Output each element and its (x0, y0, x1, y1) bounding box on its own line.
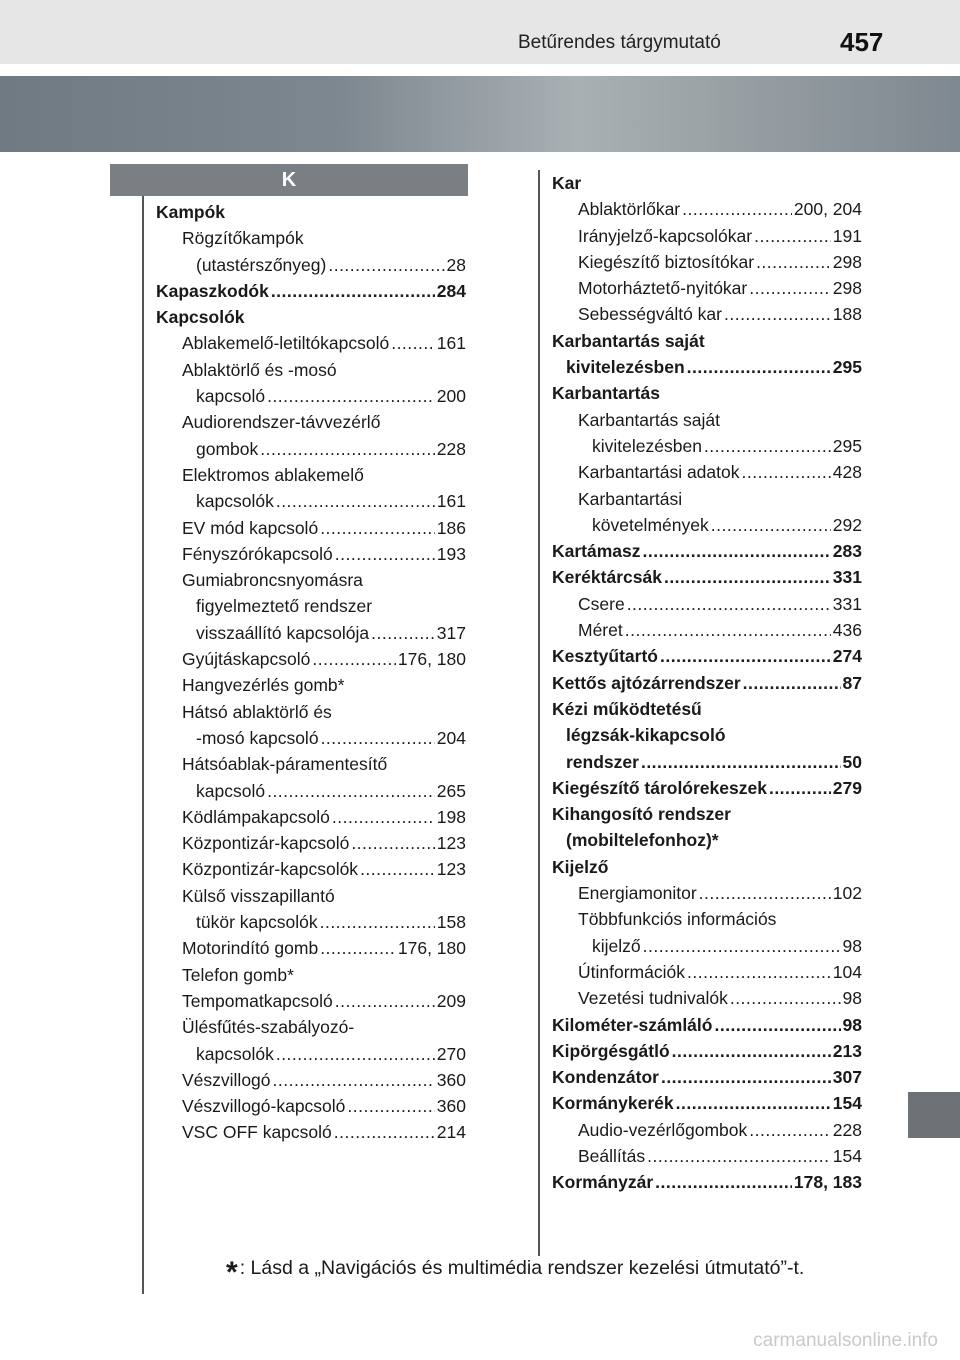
index-entry (552, 827, 862, 853)
page-reference: 228 (436, 438, 466, 459)
dot-leader (655, 1169, 792, 1195)
dot-leader (754, 223, 831, 249)
index-entry (156, 935, 466, 961)
column-divider-middle (538, 170, 540, 1256)
dot-leader (749, 1117, 831, 1143)
index-term: Elektromos ablakemelő (182, 464, 364, 485)
index-term: Ködlámpakapcsoló (182, 806, 330, 827)
index-entry (552, 906, 862, 932)
index-entry (156, 541, 466, 567)
index-term: követelmények (592, 514, 709, 535)
dot-leader (769, 775, 831, 801)
page-reference: 188 (832, 304, 862, 325)
dot-leader (321, 725, 435, 751)
index-term: Ablaktörlő és -mosó (182, 359, 337, 380)
page-reference: 360 (436, 1069, 466, 1090)
index-term: Méret (578, 620, 623, 641)
column-divider-left (142, 196, 144, 1294)
index-entry (156, 856, 466, 882)
dot-leader (704, 433, 831, 459)
page-reference: 50 (842, 751, 862, 772)
index-term: Kapaszkodók (156, 280, 269, 301)
index-term: Motorindító gomb (182, 938, 319, 959)
dot-leader (391, 330, 435, 356)
index-term: Karbantartási (578, 488, 683, 509)
index-entry (552, 249, 862, 275)
dot-leader (273, 1067, 435, 1093)
index-entry (156, 909, 466, 935)
index-term: Többfunkciós információs (578, 909, 777, 930)
index-term: Ülésfűtés-szabályozó- (182, 1017, 355, 1038)
index-term: Motorháztető-nyitókar (578, 278, 748, 299)
index-term: Kormányzár (552, 1172, 654, 1193)
index-term: gombok (196, 438, 259, 459)
footnote-text: : Lásd a „Navigációs és multimédia rendszer kezelési útmutató”-t. (239, 1257, 805, 1279)
page-reference: 298 (832, 251, 862, 272)
page-reference: 98 (842, 1014, 862, 1035)
page-reference: 436 (832, 620, 862, 641)
index-entry (552, 512, 862, 538)
index-term: Tempomatkapcsoló (182, 990, 333, 1011)
header-banner (0, 76, 960, 152)
index-term: VSC OFF kapcsoló (182, 1122, 332, 1143)
index-entry (552, 696, 862, 722)
index-term: (mobiltelefonhoz)* (566, 830, 719, 851)
page-reference: 279 (832, 777, 862, 798)
index-term: Kiegészítő biztosítókar (578, 251, 755, 272)
page-reference: 200, 204 (793, 199, 862, 220)
index-term: Kar (552, 173, 582, 193)
index-term: Telefon gomb* (182, 964, 294, 985)
index-entry (552, 380, 862, 406)
index-term: Kilométer-számláló (552, 1014, 713, 1035)
index-column-right (552, 170, 862, 1196)
index-term: Központizár-kapcsoló (182, 833, 350, 854)
dot-leader (335, 541, 435, 567)
dot-leader (371, 620, 435, 646)
index-term: Karbantartási adatok (578, 462, 740, 483)
index-term: Vészvillogó (182, 1069, 271, 1090)
dot-leader (672, 1038, 831, 1064)
index-term: tükör kapcsolók (196, 912, 318, 933)
page-reference: 102 (832, 883, 862, 904)
dot-leader (711, 512, 831, 538)
dot-leader (276, 1041, 435, 1067)
index-term: Audio-vezérlőgombok (578, 1119, 748, 1140)
page-reference: 154 (832, 1093, 862, 1114)
index-entry (156, 646, 466, 672)
index-term: Vezetési tudnivalók (578, 988, 728, 1009)
page-reference: 265 (436, 780, 466, 801)
index-entry (552, 354, 862, 380)
index-term: Kormánykerék (552, 1093, 674, 1114)
index-entry (156, 488, 466, 514)
header-strip (0, 0, 960, 64)
watermark: carmanualsonline.info (753, 1330, 938, 1351)
dot-leader (682, 196, 792, 222)
index-entry (156, 593, 466, 619)
index-term: Kesztyűtartó (552, 646, 658, 667)
page-reference: 298 (832, 278, 862, 299)
dot-leader (320, 515, 435, 541)
page-reference: 161 (436, 333, 466, 354)
index-entry (552, 749, 862, 775)
page-reference: 284 (436, 280, 466, 301)
index-entry (156, 409, 466, 435)
page-reference: 154 (832, 1145, 862, 1166)
index-entry (552, 301, 862, 327)
index-entry (552, 617, 862, 643)
index-term: EV mód kapcsoló (182, 517, 319, 538)
page-reference: 176, 180 (397, 649, 466, 670)
dot-leader (730, 985, 841, 1011)
chapter-side-tab (908, 1092, 960, 1138)
index-term: Kihangosító rendszer (552, 804, 731, 825)
index-term: visszaállító kapcsolója (196, 622, 370, 643)
index-term: Audiorendszer-távvezérlő (182, 412, 381, 433)
index-term: rendszer (566, 751, 639, 772)
dot-leader (267, 383, 435, 409)
dot-leader (699, 880, 831, 906)
footnote (226, 1256, 804, 1290)
index-term: Vészvillogó-kapcsoló (182, 1096, 346, 1117)
index-term: Útinformációk (578, 961, 685, 982)
index-entry (156, 725, 466, 751)
index-entry (156, 620, 466, 646)
index-entry (552, 775, 862, 801)
index-entry (156, 436, 466, 462)
page-reference: 295 (832, 435, 862, 456)
index-entry (552, 196, 862, 222)
index-entry (156, 751, 466, 777)
index-entry (552, 801, 862, 827)
index-term: Hátsó ablaktörlő és (182, 701, 332, 722)
index-term: Kampók (156, 202, 226, 222)
section-letter: K (110, 164, 468, 196)
page-reference: 198 (436, 806, 466, 827)
index-entry (552, 643, 862, 669)
index-entry (552, 407, 862, 433)
index-term: Gumiabroncsnyomásra (182, 570, 363, 591)
index-entry (552, 328, 862, 354)
index-entry (156, 357, 466, 383)
index-entry (156, 1119, 466, 1145)
index-entry (552, 722, 862, 748)
dot-leader (647, 1143, 831, 1169)
page-reference: 161 (436, 491, 466, 512)
index-term: Fényszórókapcsoló (182, 543, 333, 564)
index-term: Karbantartás saját (552, 330, 705, 351)
index-term: Kézi működtetésű (552, 698, 702, 719)
index-entry (156, 225, 466, 251)
page-reference: 214 (436, 1122, 466, 1143)
index-term: Ablaktörlőkar (578, 199, 681, 220)
index-entry (552, 1012, 862, 1038)
dot-leader (360, 856, 435, 882)
dot-leader (271, 278, 435, 304)
dot-leader (641, 749, 841, 775)
index-entry (552, 486, 862, 512)
index-term: Hangvezérlés gomb* (182, 675, 345, 696)
index-entry (156, 252, 466, 278)
index-entry (552, 670, 862, 696)
index-entry (552, 564, 862, 590)
index-term: Kipörgésgátló (552, 1040, 670, 1061)
dot-leader (643, 538, 831, 564)
dot-leader (328, 252, 444, 278)
page-reference: 360 (436, 1096, 466, 1117)
dot-leader (687, 959, 831, 985)
page-reference: 98 (842, 988, 862, 1009)
dot-leader (332, 804, 435, 830)
index-entry (552, 1143, 862, 1169)
index-entry (156, 567, 466, 593)
index-entry (156, 1041, 466, 1067)
index-term: kivitelezésben (566, 357, 685, 378)
index-entry (552, 433, 862, 459)
index-entry (156, 672, 466, 698)
index-term: -mosó kapcsoló (196, 727, 319, 748)
page-reference: 193 (436, 543, 466, 564)
index-term: (utastérszőnyeg) (196, 254, 327, 275)
index-term: Irányjelző-kapcsolókar (578, 225, 753, 246)
dot-leader (320, 909, 435, 935)
page-reference: 295 (832, 357, 862, 378)
index-entry (552, 538, 862, 564)
index-term: Karbantartás saját (578, 409, 721, 430)
index-entry (552, 933, 862, 959)
dot-leader (320, 935, 396, 961)
index-entry (156, 304, 466, 330)
page-reference: 283 (832, 541, 862, 562)
dot-leader (260, 436, 435, 462)
index-term: Energiamonitor (578, 883, 697, 904)
page-reference: 213 (832, 1040, 862, 1061)
dot-leader (664, 564, 831, 590)
page-reference: 428 (832, 462, 862, 483)
index-entry (552, 854, 862, 880)
index-term: Gyújtáskapcsoló (182, 649, 311, 670)
index-entry (156, 988, 466, 1014)
index-term: Kondenzátor (552, 1067, 659, 1088)
index-term: Kijelző (552, 856, 609, 877)
index-entry (552, 1064, 862, 1090)
index-entry (156, 462, 466, 488)
index-term: Külső visszapillantó (182, 885, 335, 906)
footnote-star: * (226, 1256, 238, 1289)
dot-leader (660, 643, 831, 669)
dot-leader (687, 354, 831, 380)
index-entry (156, 1093, 466, 1119)
index-entry (156, 804, 466, 830)
index-entry (156, 830, 466, 856)
dot-leader (347, 1093, 434, 1119)
index-entry (156, 330, 466, 356)
page-reference: 274 (832, 646, 862, 667)
index-term: figyelmeztető rendszer (196, 596, 373, 617)
index-term: Kartámasz (552, 541, 641, 562)
index-entry (156, 778, 466, 804)
index-entry (552, 985, 862, 1011)
dot-leader (724, 301, 831, 327)
page-reference: 123 (436, 833, 466, 854)
index-term: Kapcsolók (156, 307, 245, 328)
index-column-left (156, 199, 466, 1146)
page-reference: 158 (436, 912, 466, 933)
index-term: Csere (578, 593, 625, 614)
index-entry (552, 170, 862, 196)
index-term: kijelző (592, 935, 641, 956)
dot-leader (351, 830, 434, 856)
index-entry (156, 199, 466, 225)
dot-leader (276, 488, 435, 514)
index-term: Kettős ajtózárrendszer (552, 672, 741, 693)
index-term: Keréktárcsák (552, 567, 662, 588)
index-entry (552, 1090, 862, 1116)
dot-leader (643, 933, 841, 959)
index-entry (156, 278, 466, 304)
dot-leader (661, 1064, 831, 1090)
dot-leader (714, 1012, 840, 1038)
index-entry (552, 959, 862, 985)
page-reference: 178, 183 (793, 1172, 862, 1193)
index-entry (552, 275, 862, 301)
dot-leader (676, 1090, 831, 1116)
page-reference: 191 (832, 225, 862, 246)
dot-leader (743, 670, 841, 696)
index-entry (156, 699, 466, 725)
dot-leader (625, 617, 831, 643)
index-term: Karbantartás (552, 383, 660, 404)
index-entry (552, 591, 862, 617)
page-title: Betűrendes tárgymutató (518, 32, 721, 53)
page-reference: 228 (832, 1119, 862, 1140)
dot-leader (312, 646, 395, 672)
index-entry (156, 1014, 466, 1040)
page-reference: 98 (842, 935, 862, 956)
dot-leader (742, 459, 831, 485)
page-reference: 176, 180 (397, 938, 466, 959)
index-entry (156, 515, 466, 541)
page-reference: 104 (832, 961, 862, 982)
index-term: Ablakemelő-letiltókapcsoló (182, 333, 390, 354)
page-reference: 204 (436, 727, 466, 748)
dot-leader (334, 1119, 435, 1145)
index-entry (552, 1038, 862, 1064)
index-entry (552, 880, 862, 906)
index-term: légzsák-kikapcsoló (566, 725, 726, 746)
index-entry (552, 459, 862, 485)
page-reference: 123 (436, 859, 466, 880)
page-reference: 28 (446, 254, 466, 275)
index-term: Rögzítőkampók (182, 228, 304, 249)
index-term: kapcsoló (196, 386, 266, 407)
index-term: Központizár-kapcsolók (182, 859, 359, 880)
page-reference: 209 (436, 990, 466, 1011)
index-term: kapcsolók (196, 1043, 274, 1064)
dot-leader (267, 778, 435, 804)
index-entry (156, 883, 466, 909)
index-term: Beállítás (578, 1145, 646, 1166)
page-number: 457 (840, 27, 884, 57)
dot-leader (756, 249, 831, 275)
index-entry (156, 1067, 466, 1093)
dot-leader (335, 988, 435, 1014)
index-term: Sebességváltó kar (578, 304, 722, 325)
page-reference: 186 (436, 517, 466, 538)
index-entry (552, 223, 862, 249)
index-term: Kiegészítő tárolórekeszek (552, 777, 767, 798)
dot-leader (749, 275, 831, 301)
index-term: kivitelezésben (592, 435, 702, 456)
page-reference: 270 (436, 1043, 466, 1064)
index-entry (156, 962, 466, 988)
dot-leader (627, 591, 831, 617)
page-reference: 331 (832, 593, 862, 614)
index-term: kapcsolók (196, 491, 274, 512)
index-term: Hátsóablak-páramentesítő (182, 754, 388, 775)
index-entry (156, 383, 466, 409)
index-entry (552, 1117, 862, 1143)
page-reference: 292 (832, 514, 862, 535)
page-reference: 307 (832, 1067, 862, 1088)
index-entry (552, 1169, 862, 1195)
page-reference: 331 (832, 567, 862, 588)
page-reference: 87 (842, 672, 862, 693)
page-reference: 317 (436, 622, 466, 643)
index-term: kapcsoló (196, 780, 266, 801)
page-reference: 200 (436, 386, 466, 407)
